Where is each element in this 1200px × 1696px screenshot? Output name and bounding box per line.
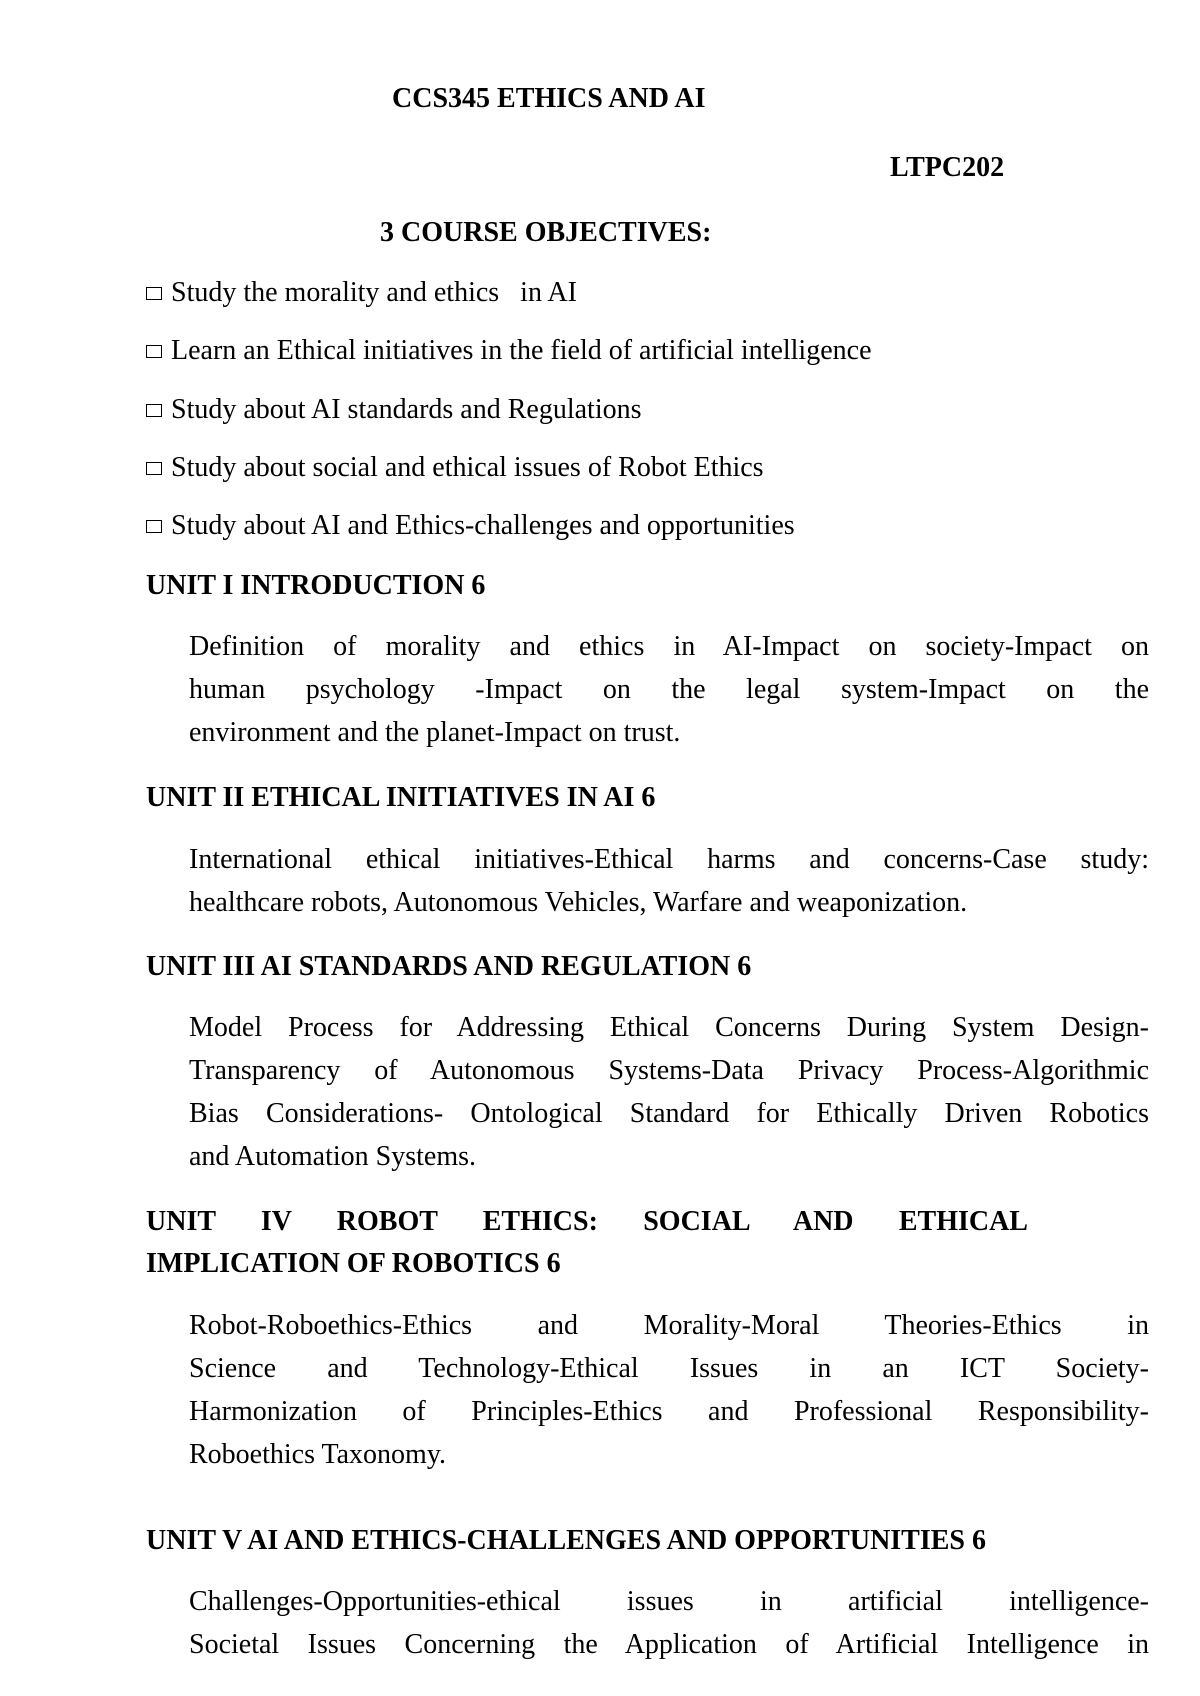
unit-2-heading: UNIT II ETHICAL INITIATIVES IN AI 6 [146,782,656,813]
bullet-box-icon [146,404,162,417]
description-line: Robot-Roboethics-Ethics and Morality-Moral Theories-Ethics in [189,1310,1149,1341]
unit-3-heading: UNIT III AI STANDARDS AND REGULATION 6 [146,951,752,982]
description-line: Roboethics Taxonomy. [189,1439,447,1470]
objective-text: Study the morality and ethics in AI [171,277,577,308]
unit-4-heading-line-1: UNIT IV ROBOT ETHICS: SOCIAL AND ETHICAL [146,1206,1028,1237]
bullet-box-icon [146,345,162,358]
description-line: Harmonization of Principles-Ethics and Professional Responsibility- [189,1396,1149,1427]
course-title: CCS345 ETHICS AND AI [392,83,706,114]
objective-item [146,509,795,543]
description-line: Definition of morality and ethics in AI-Impact on society-Impact on [189,631,1149,662]
description-line: and Automation Systems. [189,1141,476,1172]
description-line: Bias Considerations- Ontological Standard for Ethically Driven Robotics [189,1098,1149,1129]
bullet-box-icon [146,287,162,300]
unit-4-description [189,1304,1149,1476]
objective-text: Study about AI and Ethics-challenges and opportunities [171,510,795,541]
unit-3-description [189,1006,1149,1178]
unit-4-heading-line-2: IMPLICATION OF ROBOTICS 6 [146,1248,561,1279]
objective-item [146,276,577,310]
objective-text: Learn an Ethical initiatives in the field of artificial intelligence [171,335,872,366]
description-line: healthcare robots, Autonomous Vehicles, Warfare and weaponization. [189,887,968,918]
ltpc-code: LTPC202 [890,152,1005,183]
description-line: Societal Issues Concerning the Application of Artificial Intelligence in [189,1629,1149,1660]
unit-5-description [189,1580,1149,1666]
bullet-box-icon [146,462,162,475]
description-line: environment and the planet-Impact on trust. [189,717,681,748]
objective-item [146,451,764,485]
bullet-box-icon [146,520,162,533]
unit-2-description [189,838,1149,924]
description-line: Transparency of Autonomous Systems-Data Privacy Process-Algorithmic [189,1055,1149,1086]
description-line: human psychology -Impact on the legal system-Impact on the [189,674,1149,705]
unit-5-heading: UNIT V AI AND ETHICS-CHALLENGES AND OPPORTUNITIES 6 [146,1525,986,1556]
description-line: Science and Technology-Ethical Issues in an ICT Society- [189,1353,1149,1384]
objective-text: Study about social and ethical issues of Robot Ethics [171,452,764,483]
description-line: International ethical initiatives-Ethical harms and concerns-Case study: [189,844,1149,875]
unit-1-heading: UNIT I INTRODUCTION 6 [146,570,486,601]
objective-item [146,393,642,427]
description-line: Model Process for Addressing Ethical Concerns During System Design- [189,1012,1149,1043]
objective-item [146,334,872,368]
objectives-heading: 3 COURSE OBJECTIVES: [380,217,712,248]
objective-text: Study about AI standards and Regulations [171,394,642,425]
unit-1-description [189,625,1149,754]
description-line: Challenges-Opportunities-ethical issues in artificial intelligence- [189,1586,1149,1617]
